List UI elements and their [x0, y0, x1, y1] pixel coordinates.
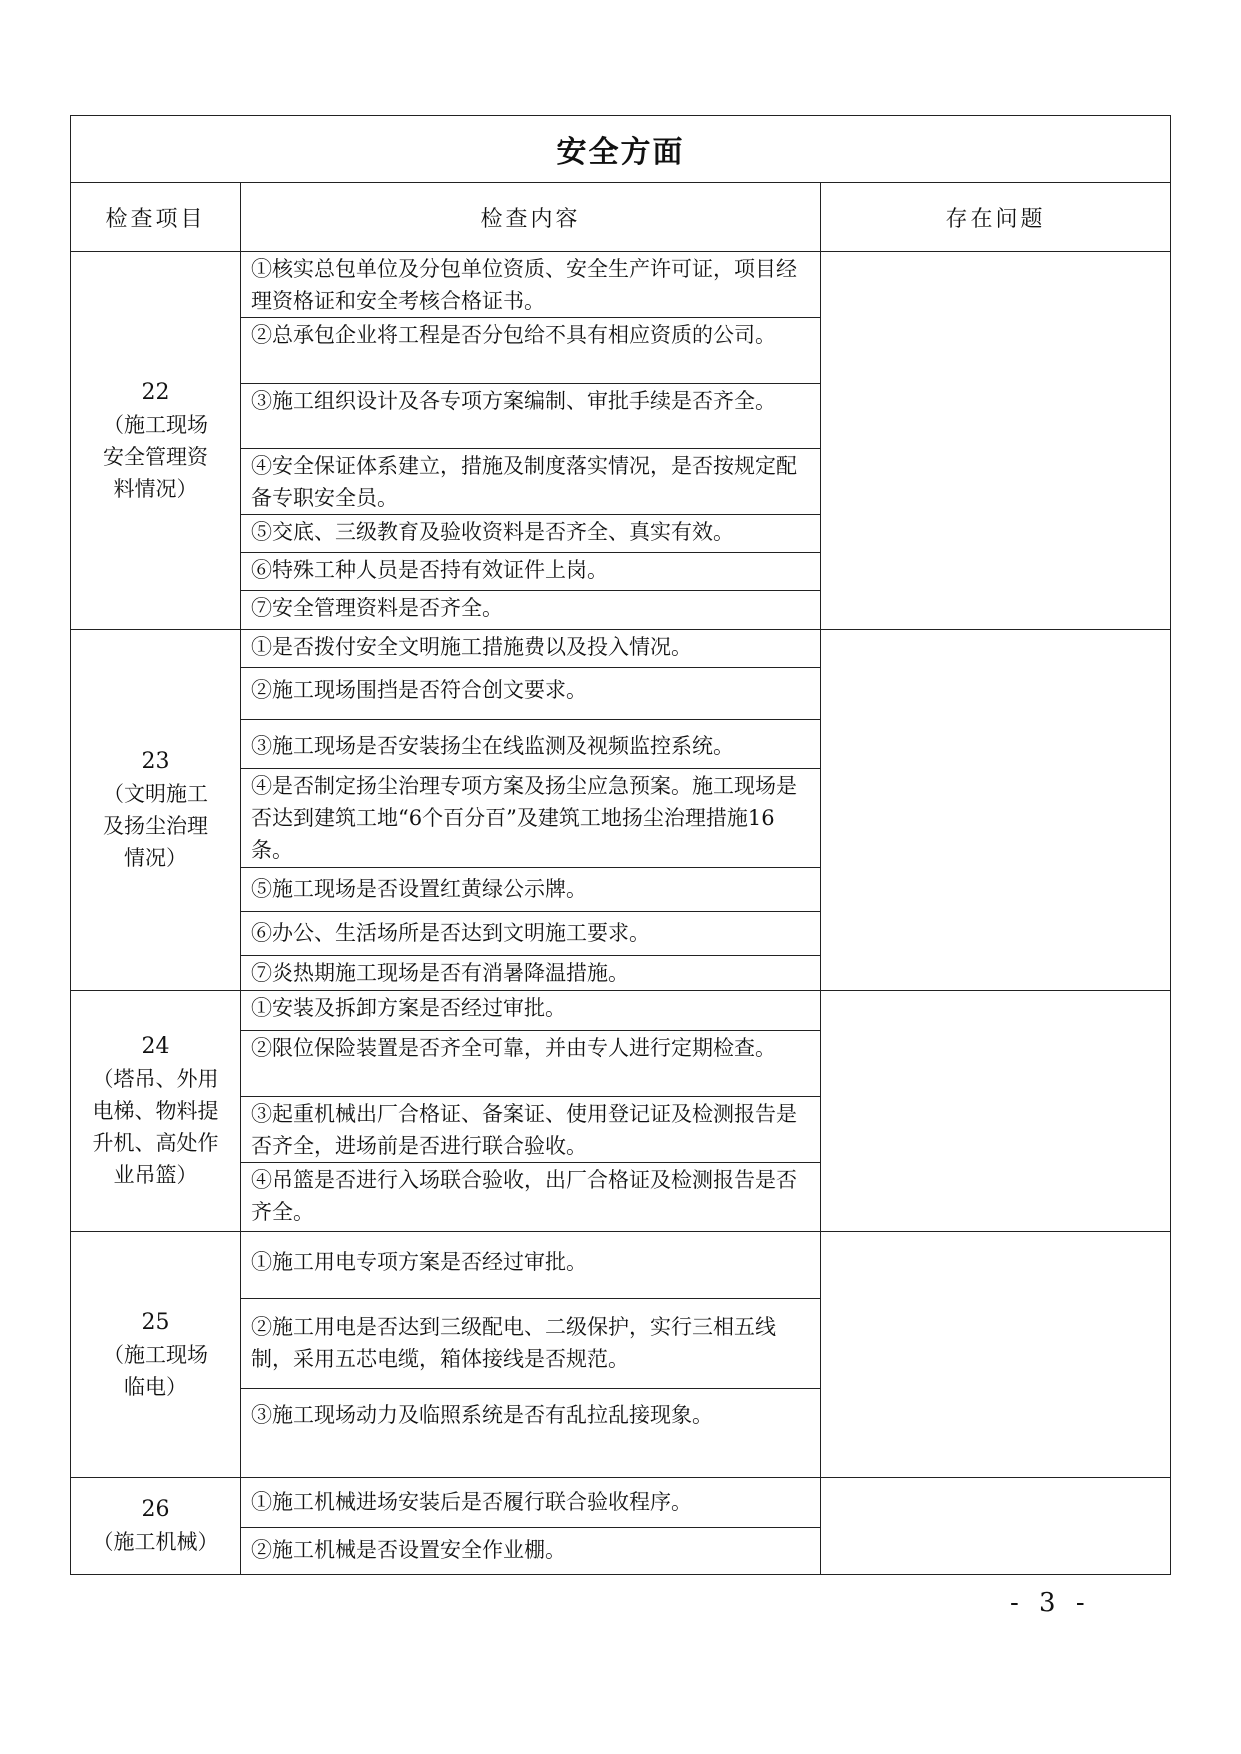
item-label-line: （塔吊、外用: [92, 1067, 219, 1091]
check-item: ①施工用电专项方案是否经过审批。: [241, 1232, 820, 1299]
table-title: 安全方面: [71, 116, 1171, 183]
item-number: 25: [141, 1309, 170, 1335]
item-label-line: 情况）: [124, 846, 187, 870]
check-item: ①安装及拆卸方案是否经过审批。: [241, 991, 820, 1031]
item-label-line: 料情况）: [113, 476, 198, 501]
check-item: ④安全保证体系建立，措施及制度落实情况，是否按规定配备专职安全员。: [241, 449, 820, 515]
issue-cell: [821, 630, 1171, 991]
item-label-line: 临电）: [124, 1374, 187, 1399]
check-item: ⑥特殊工种人员是否持有效证件上岗。: [241, 553, 820, 591]
issue-cell: [821, 1478, 1171, 1575]
check-item: ⑤交底、三级教育及验收资料是否齐全、真实有效。: [241, 515, 820, 553]
check-item: ④是否制定扬尘治理专项方案及扬尘应急预案。施工现场是否达到建筑工地“6个百分百”及建筑工地扬尘治理措施16条。: [241, 769, 820, 868]
item-cell: [71, 252, 241, 630]
item-cell: [71, 630, 241, 991]
issue-cell: [821, 991, 1171, 1232]
item-label-line: （施工现场: [103, 412, 208, 437]
check-item: ②施工用电是否达到三级配电、二级保护，实行三相五线制，采用五芯电缆，箱体接线是否规范。: [241, 1299, 820, 1389]
check-item: ④吊篮是否进行入场联合验收，出厂合格证及检测报告是否齐全。: [251, 1168, 797, 1224]
section-row: [71, 252, 1171, 630]
item-cell: [71, 1232, 241, 1478]
item-label-line: （施工现场: [103, 1342, 208, 1367]
item-number: 26: [141, 1497, 170, 1522]
item-number: 23: [141, 749, 170, 774]
check-item: ③施工现场动力及临照系统是否有乱拉乱接现象。: [251, 1403, 713, 1427]
content-cell: [241, 991, 821, 1232]
header-item: 检查项目: [71, 183, 241, 252]
content-cell: [241, 252, 821, 630]
header-content: 检查内容: [241, 183, 821, 252]
issue-cell: [821, 252, 1171, 630]
header-issues: 存在问题: [821, 183, 1171, 252]
section-row: [71, 1478, 1171, 1575]
check-item: ⑦炎热期施工现场是否有消暑降温措施。: [251, 961, 629, 985]
check-item: ①核实总包单位及分包单位资质、安全生产许可证，项目经理资格证和安全考核合格证书。: [241, 252, 820, 318]
check-item: ①施工机械进场安装后是否履行联合验收程序。: [241, 1478, 820, 1528]
check-item: ②总承包企业将工程是否分包给不具有相应资质的公司。: [241, 318, 820, 384]
content-cell: [241, 1232, 821, 1478]
item-cell: [71, 991, 241, 1232]
item-number: 24: [141, 1034, 170, 1059]
item-label-line: 及扬尘治理: [103, 814, 208, 838]
content-cell: [241, 1478, 821, 1575]
check-item: ③起重机械出厂合格证、备案证、使用登记证及检测报告是否齐全，进场前是否进行联合验收。: [241, 1097, 820, 1163]
check-item: ②施工机械是否设置安全作业棚。: [251, 1538, 566, 1562]
check-item: ①是否拨付安全文明施工措施费以及投入情况。: [241, 630, 820, 668]
section-row: [71, 991, 1171, 1232]
section-row: [71, 630, 1171, 991]
section-row: [71, 1232, 1171, 1478]
check-item: ⑦安全管理资料是否齐全。: [251, 596, 503, 620]
item-cell: [71, 1478, 241, 1575]
item-label-line: 安全管理资: [103, 444, 208, 469]
item-label-line: 电梯、物料提: [92, 1099, 219, 1123]
item-label-line: 升机、高处作: [92, 1131, 219, 1155]
check-item: ⑤施工现场是否设置红黄绿公示牌。: [241, 868, 820, 912]
item-label-line: （施工机械）: [92, 1530, 219, 1554]
check-item: ③施工现场是否安装扬尘在线监测及视频监控系统。: [241, 720, 820, 769]
safety-inspection-table: [70, 115, 1171, 1575]
check-item: ③施工组织设计及各专项方案编制、审批手续是否齐全。: [241, 384, 820, 449]
item-number: 22: [141, 379, 170, 405]
check-item: ②施工现场围挡是否符合创文要求。: [241, 668, 820, 720]
item-label-line: 业吊篮）: [113, 1163, 198, 1187]
issue-cell: [821, 1232, 1171, 1478]
check-item: ⑥办公、生活场所是否达到文明施工要求。: [241, 912, 820, 956]
check-item: ②限位保险装置是否齐全可靠，并由专人进行定期检查。: [241, 1031, 820, 1097]
item-label-line: （文明施工: [103, 782, 208, 806]
content-cell: [241, 630, 821, 991]
page-number: - 3 -: [1010, 1588, 1091, 1618]
